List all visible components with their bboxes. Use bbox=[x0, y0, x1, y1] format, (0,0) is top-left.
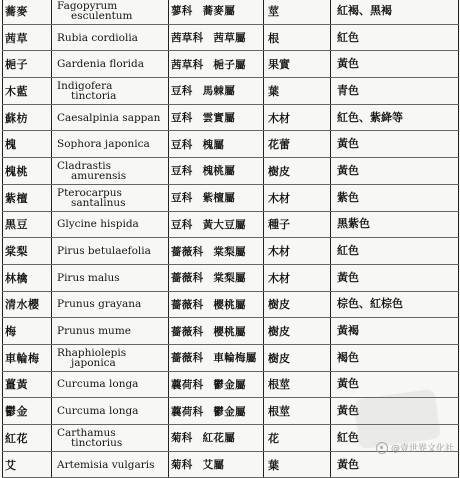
used-part: 樹皮 bbox=[264, 318, 331, 345]
genus-name: 櫻桃屬 bbox=[213, 325, 246, 338]
family-genus bbox=[169, 104, 264, 131]
latin-name-line: Rhaphiolepis bbox=[57, 346, 127, 359]
table-row bbox=[3, 264, 459, 291]
family-name: 薔薇科 bbox=[171, 245, 204, 258]
table-row bbox=[3, 318, 459, 345]
used-part: 木材 bbox=[264, 264, 331, 291]
plant-name: 蘇枋 bbox=[3, 104, 52, 131]
genus-name: 紫檀屬 bbox=[202, 192, 236, 205]
latin-name bbox=[52, 0, 169, 24]
dye-color: 黃色 bbox=[331, 158, 459, 185]
genus-name: 棠梨屬 bbox=[213, 272, 246, 285]
table-row bbox=[3, 211, 459, 238]
plant-name: 紅花 bbox=[3, 425, 52, 452]
latin-name-line: Pirus malus bbox=[57, 271, 120, 284]
used-part: 木材 bbox=[264, 104, 331, 131]
dye-color: 黃色 bbox=[331, 264, 459, 291]
latin-name-line: Caesalpinia sappan bbox=[57, 111, 161, 124]
used-part: 種子 bbox=[264, 211, 331, 238]
latin-name bbox=[52, 24, 169, 51]
latin-name-line: Prunus grayana bbox=[57, 298, 142, 311]
plant-name: 槐桃 bbox=[3, 158, 52, 185]
genus-name: 艾屬 bbox=[202, 459, 225, 472]
latin-name-line: Fagopyrum bbox=[57, 0, 118, 12]
plant-name: 鬱金 bbox=[3, 398, 52, 425]
dye-color: 紅色 bbox=[331, 425, 459, 452]
used-part: 根莖 bbox=[264, 371, 331, 398]
latin-name bbox=[52, 51, 169, 78]
latin-name-line: Carthamus bbox=[57, 426, 116, 439]
table-row bbox=[3, 104, 459, 131]
latin-name bbox=[52, 291, 169, 318]
plant-name: 茜草 bbox=[3, 24, 52, 51]
table-row bbox=[3, 78, 459, 105]
genus-name: 槐屬 bbox=[202, 138, 225, 151]
plant-name: 黑豆 bbox=[3, 211, 52, 238]
latin-name bbox=[52, 451, 169, 478]
latin-name-line: Curcuma longa bbox=[57, 405, 139, 418]
genus-name: 馬棘屬 bbox=[202, 85, 236, 98]
family-name: 蘘荷科 bbox=[171, 405, 204, 418]
genus-name: 櫻桃屬 bbox=[213, 298, 246, 311]
latin-name bbox=[52, 158, 169, 185]
table-row bbox=[3, 184, 459, 211]
table-row bbox=[3, 344, 459, 371]
plant-name: 棠梨 bbox=[3, 238, 52, 265]
genus-name: 蕎麥屬 bbox=[202, 5, 236, 18]
used-part: 樹皮 bbox=[264, 291, 331, 318]
family-genus bbox=[169, 238, 264, 265]
latin-name-line: japonica bbox=[71, 356, 116, 369]
latin-name-line: tinctorius bbox=[71, 436, 123, 449]
latin-name-line: Sophora japonica bbox=[57, 138, 150, 151]
genus-name: 棠梨屬 bbox=[213, 245, 246, 258]
latin-name-line: Gardenia florida bbox=[57, 58, 145, 71]
family-name: 茜草科 bbox=[171, 32, 204, 45]
used-part: 木材 bbox=[264, 184, 331, 211]
dye-color: 黃色 bbox=[331, 51, 459, 78]
watermark bbox=[376, 441, 454, 454]
latin-name-line: Prunus mume bbox=[57, 325, 131, 338]
latin-name-line: Indigofera bbox=[57, 79, 113, 92]
latin-name bbox=[52, 78, 169, 105]
family-genus bbox=[169, 211, 264, 238]
dye-color: 黃色 bbox=[331, 371, 459, 398]
latin-name bbox=[52, 318, 169, 345]
dye-color: 紫色 bbox=[331, 184, 459, 211]
genus-name: 鬱金屬 bbox=[213, 405, 246, 418]
latin-name bbox=[52, 425, 169, 452]
dye-color: 紅色 bbox=[331, 238, 459, 265]
used-part: 葉 bbox=[264, 78, 331, 105]
family-genus bbox=[169, 51, 264, 78]
plant-name: 車輪梅 bbox=[3, 344, 52, 371]
genus-name: 茜草屬 bbox=[213, 32, 246, 45]
family-name: 薔薇科 bbox=[171, 325, 204, 338]
table-row bbox=[3, 24, 459, 51]
family-genus bbox=[169, 344, 264, 371]
dye-color: 黑紫色 bbox=[331, 211, 459, 238]
family-genus bbox=[169, 264, 264, 291]
family-genus bbox=[169, 131, 264, 158]
family-name: 蘘荷科 bbox=[171, 378, 204, 391]
latin-name-line: Cladrastis bbox=[57, 159, 112, 172]
dye-color: 黃褐 bbox=[331, 318, 459, 345]
latin-name-line: Pirus betulaefolia bbox=[57, 245, 151, 258]
family-genus bbox=[169, 398, 264, 425]
plant-name: 艾 bbox=[3, 451, 52, 478]
dye-color: 棕色、紅棕色 bbox=[331, 291, 459, 318]
camera-icon bbox=[376, 442, 388, 454]
latin-name-line: Rubia cordiolia bbox=[57, 31, 138, 44]
plant-name: 紫檀 bbox=[3, 184, 52, 211]
latin-name-line: Artemisia vulgaris bbox=[57, 458, 155, 471]
family-name: 豆科 bbox=[171, 85, 193, 98]
plant-name: 清水櫻 bbox=[3, 291, 52, 318]
plant-name: 槐 bbox=[3, 131, 52, 158]
family-name: 菊科 bbox=[171, 432, 193, 445]
latin-name-line: amurensis bbox=[71, 169, 127, 182]
latin-name bbox=[52, 238, 169, 265]
family-genus bbox=[169, 371, 264, 398]
genus-name: 車輪梅屬 bbox=[213, 352, 257, 365]
family-name: 豆科 bbox=[171, 138, 193, 151]
latin-name bbox=[52, 371, 169, 398]
dye-color: 褐色 bbox=[331, 344, 459, 371]
genus-name: 紅花屬 bbox=[202, 432, 236, 445]
plant-name: 梔子 bbox=[3, 51, 52, 78]
genus-name: 槐桃屬 bbox=[202, 165, 236, 178]
latin-name bbox=[52, 104, 169, 131]
family-name: 薔薇科 bbox=[171, 272, 204, 285]
latin-name bbox=[52, 131, 169, 158]
family-name: 豆科 bbox=[171, 165, 193, 178]
family-genus bbox=[169, 291, 264, 318]
latin-name-line: Glycine hispida bbox=[57, 218, 139, 231]
used-part: 樹皮 bbox=[264, 344, 331, 371]
latin-name bbox=[52, 344, 169, 371]
family-name: 薔薇科 bbox=[171, 298, 204, 311]
genus-name: 黃大豆屬 bbox=[202, 218, 246, 231]
family-name: 蓼科 bbox=[171, 5, 193, 18]
dye-color: 青色 bbox=[331, 78, 459, 105]
table-row bbox=[3, 291, 459, 318]
latin-name-line: tinctoria bbox=[71, 89, 117, 102]
genus-name: 鬱金屬 bbox=[213, 378, 246, 391]
family-genus bbox=[169, 78, 264, 105]
dye-color: 紅色、紫絳等 bbox=[331, 104, 459, 131]
latin-name bbox=[52, 398, 169, 425]
family-genus bbox=[169, 425, 264, 452]
plant-name: 木藍 bbox=[3, 78, 52, 105]
genus-name: 雲實屬 bbox=[202, 112, 236, 125]
family-genus bbox=[169, 0, 264, 24]
plant-name: 梅 bbox=[3, 318, 52, 345]
used-part: 莖 bbox=[264, 0, 331, 24]
latin-name-line: Curcuma longa bbox=[57, 378, 139, 391]
family-genus bbox=[169, 451, 264, 478]
family-genus bbox=[169, 24, 264, 51]
latin-name bbox=[52, 211, 169, 238]
table-row bbox=[3, 451, 459, 478]
family-name: 豆科 bbox=[171, 218, 193, 231]
family-genus bbox=[169, 318, 264, 345]
watermark-text: @壹世界文化社 bbox=[390, 444, 454, 454]
used-part: 葉 bbox=[264, 451, 331, 478]
dye-color: 黃色 bbox=[331, 398, 459, 425]
used-part: 根莖 bbox=[264, 398, 331, 425]
used-part: 花蕾 bbox=[264, 131, 331, 158]
latin-name-line: santalinus bbox=[71, 196, 126, 209]
used-part: 花 bbox=[264, 425, 331, 452]
latin-name-line: Pterocarpus bbox=[57, 186, 122, 199]
genus-name: 梔子屬 bbox=[213, 58, 246, 71]
family-genus bbox=[169, 184, 264, 211]
table-row bbox=[3, 0, 459, 24]
table-row bbox=[3, 131, 459, 158]
family-name: 菊科 bbox=[171, 459, 193, 472]
dye-color: 紅色 bbox=[331, 24, 459, 51]
table-row bbox=[3, 238, 459, 265]
used-part: 木材 bbox=[264, 238, 331, 265]
dye-color: 黃色 bbox=[331, 131, 459, 158]
family-genus bbox=[169, 158, 264, 185]
table-row bbox=[3, 158, 459, 185]
dye-color: 黃色 bbox=[331, 451, 459, 478]
used-part: 根 bbox=[264, 24, 331, 51]
family-name: 茜草科 bbox=[171, 58, 204, 71]
family-name: 豆科 bbox=[171, 192, 193, 205]
family-name: 薔薇科 bbox=[171, 352, 204, 365]
latin-name bbox=[52, 264, 169, 291]
used-part: 果實 bbox=[264, 51, 331, 78]
table-row bbox=[3, 51, 459, 78]
used-part: 樹皮 bbox=[264, 158, 331, 185]
plant-name: 蕎麥 bbox=[3, 0, 52, 24]
plant-name: 薑黃 bbox=[3, 371, 52, 398]
latin-name-line: esculentum bbox=[71, 9, 133, 22]
family-name: 豆科 bbox=[171, 112, 193, 125]
dye-color: 紅褐、黑褐 bbox=[331, 0, 459, 24]
plant-name: 林檎 bbox=[3, 264, 52, 291]
latin-name bbox=[52, 184, 169, 211]
